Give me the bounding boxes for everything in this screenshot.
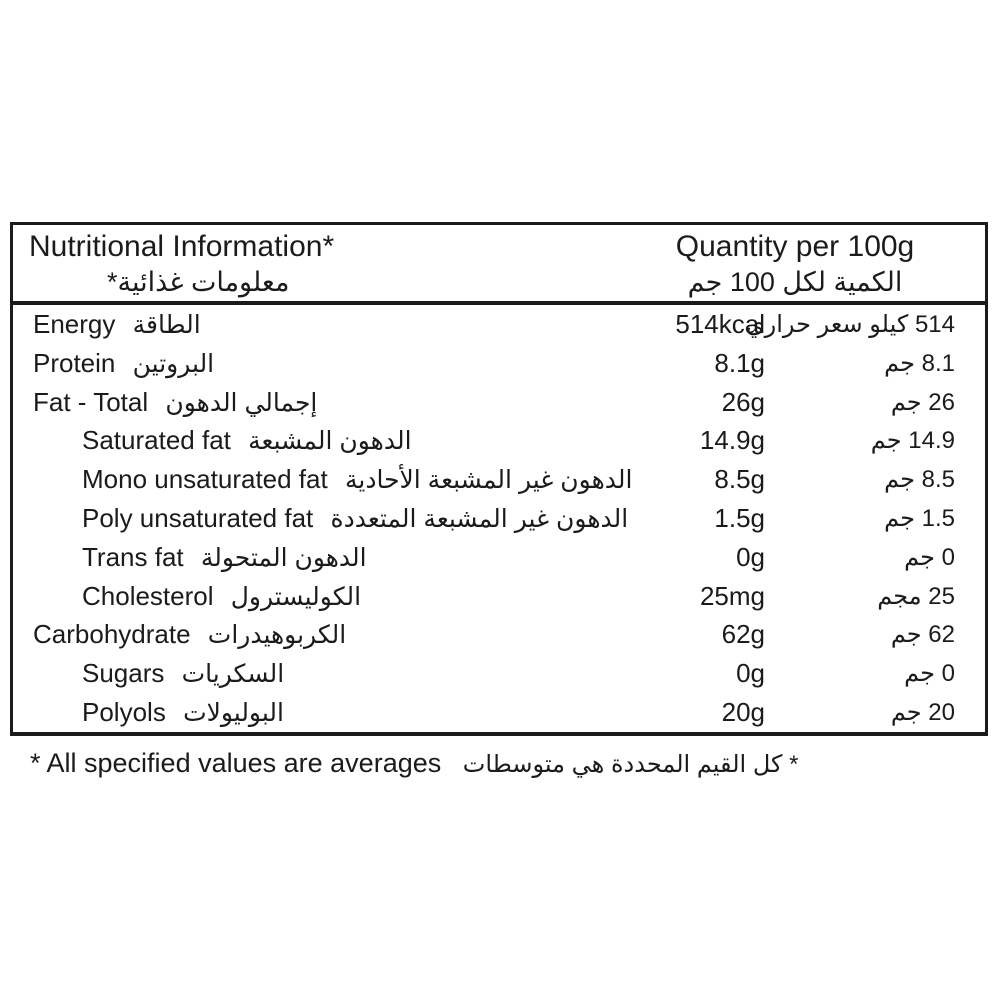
nutrient-value-ar: 25 مجم: [877, 582, 955, 610]
nutrient-name-ar: البروتين: [132, 349, 215, 378]
nutrient-label: [82, 503, 645, 534]
nutrient-value-ar: 0 جم: [904, 543, 955, 571]
nutrient-value-en: 1.5g: [714, 502, 765, 533]
nutrient-name-ar: الدهون المشبعة: [248, 427, 412, 456]
nutrient-name-en: Cholesterol: [82, 580, 214, 611]
nutrient-value-ar: 14.9 جم: [870, 427, 955, 455]
nutrient-label: [33, 348, 645, 379]
nutrient-label: [82, 464, 645, 495]
nutrient-value-en: 20g: [721, 697, 765, 728]
nutrient-value-ar: 20 جم: [890, 699, 955, 727]
table-row: [13, 460, 985, 499]
nutrient-name-ar: الكوليسترول: [230, 582, 362, 611]
footnote-ar: * كل القيم المحددة هي متوسطات: [462, 751, 799, 778]
nutrient-value-ar: 514 كيلو سعر حراري: [745, 310, 955, 338]
table-row: [13, 383, 985, 422]
header-quantity-cell: [605, 225, 985, 301]
nutrient-name-ar: الكربوهيدرات: [207, 621, 347, 650]
nutrient-label: [82, 658, 645, 689]
table-row: [13, 421, 985, 460]
table-body: [13, 305, 985, 732]
nutrient-value-en: 514kcal: [675, 308, 765, 339]
nutrient-name-ar: الطاقة: [132, 310, 201, 339]
table-row: [13, 344, 985, 383]
nutrient-value-en: 26g: [721, 386, 765, 417]
header-title-en: Nutritional Information*: [29, 230, 335, 263]
nutrient-label: [82, 425, 645, 456]
nutrient-name-en: Sugars: [82, 658, 165, 689]
nutrient-value-en: 8.5g: [714, 464, 765, 495]
nutrient-value-en: 8.1g: [714, 347, 765, 378]
nutrient-value-en: 0g: [736, 658, 765, 689]
footnote: [10, 746, 988, 782]
header-title-ar: معلومات غذائية*: [107, 267, 290, 297]
nutrition-table: [10, 222, 988, 736]
header-quantity-ar: الكمية لكل 100 جم: [687, 267, 903, 297]
nutrient-name-ar: السكريات: [181, 660, 285, 689]
nutrient-label: [33, 387, 645, 418]
table-row: [13, 538, 985, 577]
nutrient-name-ar: الدهون غير المشبعة المتعددة: [330, 504, 629, 533]
nutrient-label: [33, 309, 645, 340]
nutrient-label: [82, 542, 645, 573]
nutrient-name-en: Trans fat: [82, 541, 184, 572]
nutrient-name-ar: البوليولات: [183, 699, 284, 728]
nutrient-value-en: 25mg: [699, 580, 765, 611]
table-row: [13, 577, 985, 616]
table-row: [13, 654, 985, 693]
header-quantity-en: Quantity per 100g: [675, 230, 915, 263]
nutrient-name-en: Saturated fat: [82, 425, 231, 456]
nutrient-value-ar: 8.1 جم: [884, 349, 955, 377]
nutrient-name-en: Polyols: [82, 697, 166, 728]
nutrient-value-ar: 1.5 جم: [884, 504, 955, 532]
nutrient-value-ar: 0 جم: [904, 660, 955, 688]
nutrient-name-en: Fat - Total: [33, 386, 149, 417]
nutrient-value-en: 14.9g: [699, 425, 765, 456]
nutrient-label: [82, 697, 645, 728]
nutrient-name-en: Energy: [33, 308, 116, 339]
table-row: [13, 499, 985, 538]
nutrient-value-ar: 62 جم: [890, 621, 955, 649]
table-row: [13, 616, 985, 655]
table-row: [13, 305, 985, 344]
nutrient-label: [82, 581, 645, 612]
nutrient-name-ar: الدهون غير المشبعة الأحادية: [344, 466, 633, 495]
nutrient-name-en: Mono unsaturated fat: [82, 464, 328, 495]
nutrient-name-en: Protein: [33, 347, 116, 378]
table-header: [13, 225, 985, 305]
nutrient-name-en: Carbohydrate: [33, 619, 191, 650]
nutrient-value-ar: 26 جم: [890, 388, 955, 416]
nutrient-label: [33, 619, 645, 650]
nutrient-value-ar: 8.5 جم: [884, 466, 955, 494]
table-row: [13, 693, 985, 732]
header-title-cell: [13, 225, 605, 301]
nutrient-value-en: 0g: [736, 541, 765, 572]
footnote-en: * All specified values are averages: [30, 748, 442, 778]
nutrient-name-ar: إجمالي الدهون: [165, 388, 318, 417]
nutrient-name-en: Poly unsaturated fat: [82, 502, 314, 533]
nutrient-name-ar: الدهون المتحولة: [200, 543, 367, 572]
nutrient-value-en: 62g: [721, 619, 765, 650]
